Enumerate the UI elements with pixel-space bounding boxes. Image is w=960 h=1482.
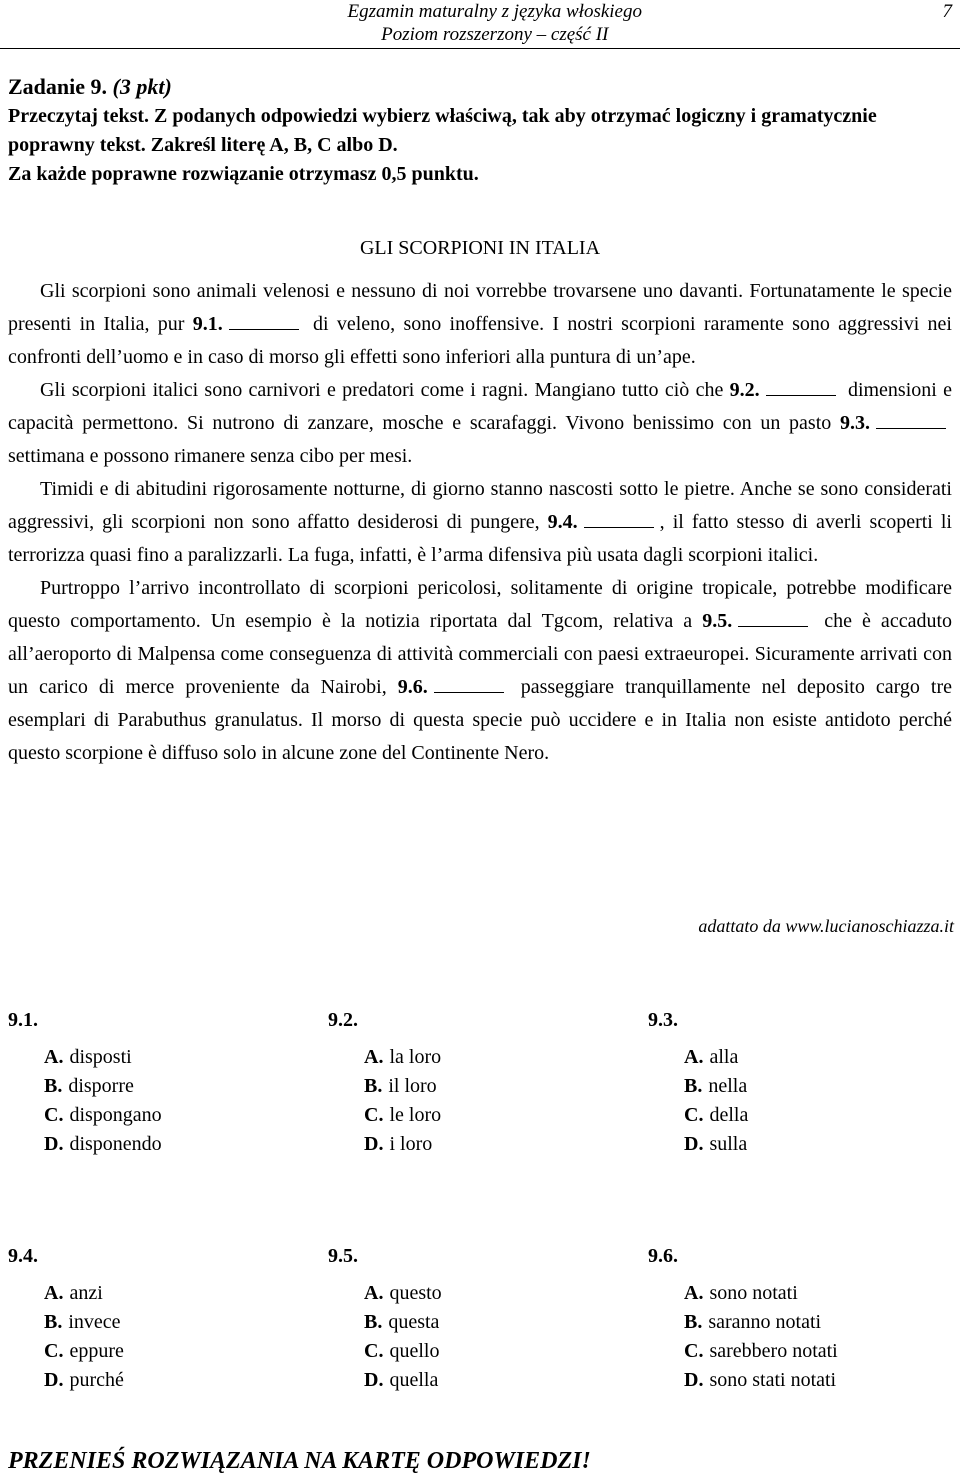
gap-blank	[584, 509, 654, 528]
option-d[interactable]	[648, 1130, 748, 1159]
option-text: sono notati	[709, 1282, 798, 1304]
option-letter: D.	[364, 1133, 384, 1155]
option-letter: B.	[364, 1075, 383, 1097]
task-heading	[8, 72, 952, 189]
option-b[interactable]	[328, 1308, 442, 1337]
option-letter: A.	[44, 1282, 64, 1304]
gap-blank	[738, 608, 808, 627]
text-segment: Purtroppo l’arrivo incontrollato di scorpioni pericolosi, solitamente di origine tropicale, potrebbe modificare questo comportamento. Un esempio è la notizia riportata dal Tgcom, relativa a	[8, 577, 952, 632]
option-letter: C.	[364, 1104, 384, 1126]
text-segment: passeggiare tranquillamente nel deposito cargo tre esemplari di Parabuthus granulatus. Il morso di questa specie può uccidere e in Italia non esiste antidoto perché questo scorpione è diffuso solo in alcune zone del Continente Nero.	[8, 676, 952, 764]
option-text: i loro	[389, 1133, 433, 1155]
option-a[interactable]	[8, 1043, 162, 1072]
reading-text	[8, 232, 952, 770]
text-segment: Gli scorpioni sono animali velenosi e nessuno di noi vorrebbe trovarsene uno davanti. Fortunatamente le specie presenti in Italia, pur	[8, 280, 952, 335]
task-instruction: Przeczytaj tekst. Z podanych odpowiedzi wybierz właściwą, tak aby otrzymać logiczny i gramatycznie poprawny tekst. Zakreśl literę A, B, C albo D.	[8, 105, 877, 156]
option-letter: D.	[684, 1369, 704, 1391]
option-b[interactable]	[648, 1308, 838, 1337]
option-text: questo	[389, 1282, 442, 1304]
option-c[interactable]	[8, 1337, 124, 1366]
option-letter: D.	[44, 1369, 64, 1391]
option-a[interactable]	[648, 1279, 838, 1308]
option-text: la loro	[389, 1046, 442, 1068]
option-letter: B.	[684, 1075, 703, 1097]
option-d[interactable]	[8, 1366, 124, 1395]
paragraph-1	[8, 275, 952, 374]
option-text: disposti	[69, 1046, 132, 1068]
gap-blank	[876, 410, 946, 429]
option-letter: D.	[364, 1369, 384, 1391]
text-segment: Gli scorpioni italici sono carnivori e predatori come i ragni. Mangiano tutto ciò che	[40, 379, 724, 401]
option-text: dispongano	[69, 1104, 162, 1126]
page-number: 7	[942, 1, 952, 22]
task-scoring: Za każde poprawne rozwiązanie otrzymasz 0,5 punktu.	[8, 163, 479, 185]
option-letter: B.	[44, 1075, 63, 1097]
option-text: invece	[68, 1311, 121, 1333]
header-lines	[348, 0, 642, 46]
option-text: saranno notati	[708, 1311, 822, 1333]
option-letter: D.	[684, 1133, 704, 1155]
text-title: GLI SCORPIONI IN ITALIA	[359, 237, 601, 259]
option-text: disponendo	[69, 1133, 162, 1155]
option-text: sono stati notati	[709, 1369, 837, 1391]
option-text: sulla	[709, 1133, 748, 1155]
page-header	[0, 0, 960, 49]
option-letter: A.	[684, 1282, 704, 1304]
question-number: 9.5.	[328, 1245, 358, 1267]
question-9-1	[8, 1006, 162, 1159]
option-text: alla	[709, 1046, 739, 1068]
option-letter: C.	[44, 1104, 64, 1126]
option-letter: A.	[684, 1046, 704, 1068]
gap-number: 9.5.	[702, 610, 733, 632]
option-d[interactable]	[328, 1130, 441, 1159]
task-number: Zadanie 9.	[8, 74, 108, 99]
gap-number: 9.4.	[547, 511, 578, 533]
gap-number: 9.3.	[840, 412, 870, 434]
text-segment: Timidi e di abitudini rigorosamente notturne, di giorno stanno nascosti sotto le pietre. Anche se sono considerati aggressivi, gli scorpioni non sono affatto desiderosi di pungere,	[8, 478, 952, 533]
option-d[interactable]	[8, 1130, 162, 1159]
option-text: sarebbero notati	[709, 1340, 838, 1362]
option-text: purché	[69, 1369, 124, 1391]
option-b[interactable]	[8, 1308, 124, 1337]
gap-number: 9.2.	[729, 379, 760, 401]
option-c[interactable]	[648, 1337, 838, 1366]
gap-number: 9.1.	[192, 313, 223, 335]
paragraph-4	[8, 572, 952, 770]
question-9-5	[328, 1242, 442, 1395]
option-b[interactable]	[328, 1072, 441, 1101]
question-number: 9.6.	[648, 1245, 678, 1267]
option-letter: B.	[364, 1311, 383, 1333]
option-c[interactable]	[328, 1337, 442, 1366]
option-letter: C.	[684, 1340, 704, 1362]
option-letter: C.	[44, 1340, 64, 1362]
source-credit: adattato da www.lucianoschiazza.it	[698, 916, 954, 936]
text-segment: , il fatto stesso di averli scoperti li terrorizza quasi fino a paralizzarli. La fuga, infatti, è l’arma difensiva più usata dagli scorpioni italici.	[8, 511, 952, 566]
option-a[interactable]	[8, 1279, 124, 1308]
option-text: quella	[389, 1369, 439, 1391]
option-text: disporre	[68, 1075, 134, 1097]
question-9-4	[8, 1242, 124, 1395]
option-a[interactable]	[328, 1279, 442, 1308]
option-a[interactable]	[328, 1043, 441, 1072]
option-text: quello	[389, 1340, 440, 1362]
option-c[interactable]	[328, 1101, 441, 1130]
task-points: (3 pkt)	[112, 74, 172, 99]
option-letter: D.	[44, 1133, 64, 1155]
option-letter: C.	[684, 1104, 704, 1126]
option-letter: A.	[44, 1046, 64, 1068]
option-letter: B.	[44, 1311, 63, 1333]
question-9-2	[328, 1006, 441, 1159]
option-b[interactable]	[8, 1072, 162, 1101]
option-text: della	[709, 1104, 749, 1126]
option-letter: B.	[684, 1311, 703, 1333]
option-text: eppure	[69, 1340, 124, 1362]
option-text: nella	[708, 1075, 748, 1097]
option-c[interactable]	[8, 1101, 162, 1130]
text-segment: settimana e possono rimanere senza cibo per mesi.	[8, 445, 413, 467]
option-d[interactable]	[648, 1366, 838, 1395]
option-text: anzi	[69, 1282, 103, 1304]
option-text: il loro	[388, 1075, 437, 1097]
question-9-6	[648, 1242, 838, 1395]
paragraph-2	[8, 374, 952, 473]
gap-number: 9.6.	[397, 676, 428, 698]
paragraph-3	[8, 473, 952, 572]
text-segment: dimensioni e capacità permettono. Si nutrono di zanzare, mosche e scarafaggi. Vivono benissimo con un pasto	[8, 379, 952, 434]
task-title	[8, 72, 952, 102]
footer-instruction: PRZENIEŚ ROZWIĄZANIA NA KARTĘ ODPOWIEDZI!	[8, 1448, 591, 1474]
question-9-3	[648, 1006, 748, 1159]
text-segment: di veleno, sono inoffensive. I nostri scorpioni raramente sono aggressivi nei confronti dell’uomo e in caso di morso gli effetti sono inferiori alla puntura di un’ape.	[8, 313, 952, 368]
question-number: 9.1.	[8, 1009, 38, 1031]
option-a[interactable]	[648, 1043, 748, 1072]
gap-blank	[229, 311, 299, 330]
header-exam-level: Poziom rozszerzony – część II	[381, 24, 609, 45]
text-segment: che è accaduto all’aeroporto di Malpensa come conseguenza di attività commerciali con paesi extraeuropei. Sicuramente arrivati con un carico di merce proveniente da Nairobi,	[8, 610, 953, 698]
question-number: 9.2.	[328, 1009, 358, 1031]
question-number: 9.3.	[648, 1009, 678, 1031]
option-letter: C.	[364, 1340, 384, 1362]
gap-blank	[766, 377, 836, 396]
option-b[interactable]	[648, 1072, 748, 1101]
option-d[interactable]	[328, 1366, 442, 1395]
option-letter: A.	[364, 1046, 384, 1068]
option-text: le loro	[389, 1104, 442, 1126]
option-text: questa	[388, 1311, 440, 1333]
question-number: 9.4.	[8, 1245, 38, 1267]
header-exam-title: Egzamin maturalny z języka włoskiego	[347, 1, 642, 22]
gap-blank	[434, 674, 504, 693]
option-c[interactable]	[648, 1101, 748, 1130]
option-letter: A.	[364, 1282, 384, 1304]
